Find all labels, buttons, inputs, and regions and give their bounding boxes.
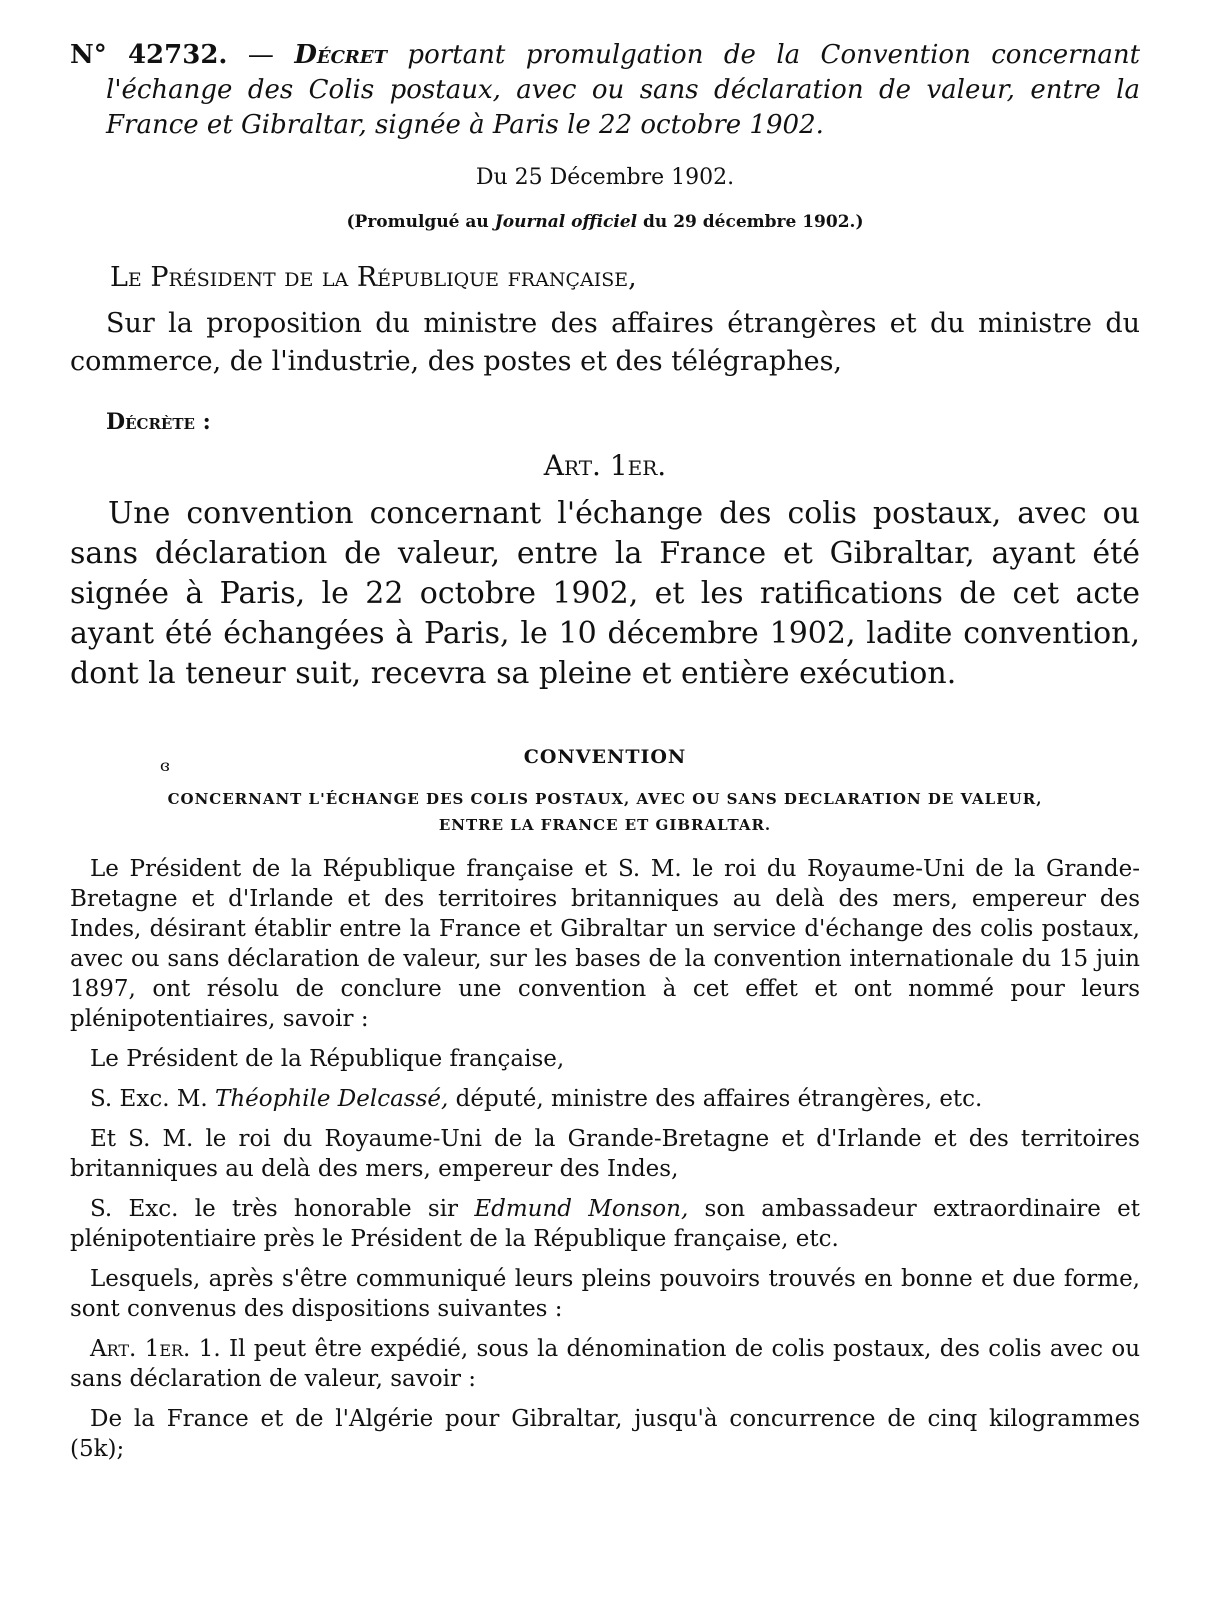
plenipotentiary-delcasse: [70, 1084, 1140, 1114]
plenipotentiary-monson: [70, 1194, 1140, 1254]
proposition-paragraph: Sur la proposition du ministre des affaires étrangères et du ministre du commerce, de l'industrie, des postes et des télégraphes,: [70, 308, 1140, 377]
convention-subtitle: [70, 786, 1140, 838]
decrete-heading: Décrète :: [106, 409, 211, 435]
decree-number: N° 42732.: [70, 40, 228, 70]
convention-article-1: [70, 1334, 1140, 1394]
decree-title: portant promulgation de la Convention concernant l'échange des Colis postaux, avec ou sans déclaration de valeur, entre la France et Gibraltar, signée à Paris le 22 octobre 1902.: [106, 40, 1141, 140]
document-page: [70, 38, 1140, 1464]
promulgation-note: [70, 212, 1140, 232]
convention-article-1-label: Art. 1er.: [90, 1336, 191, 1362]
journal-officiel: Journal officiel: [494, 212, 638, 232]
delcasse-name: Théophile Delcassé,: [215, 1086, 449, 1112]
plenipotentiary-france-heading: Le Président de la République française,: [90, 1046, 565, 1072]
plenipotentiary-uk-heading: Et S. M. le roi du Royaume-Uni de la Grande-Bretagne et d'Irlande et des territoires britanniques au delà des mers, empereur des Indes,: [70, 1126, 1140, 1182]
monson-prefix: S. Exc. le très honorable sir: [90, 1196, 459, 1222]
convention-title: CONVENTION: [523, 746, 687, 768]
lesquels-paragraph: Lesquels, après s'être communiqué leurs pleins pouvoirs trouvés en bonne et due forme, sont convenus des dispositions suivantes :: [70, 1266, 1140, 1322]
article-1-title: Art. 1er.: [543, 449, 667, 482]
president-heading: Le Président de la République française,: [110, 262, 637, 293]
monson-name: Edmund Monson,: [474, 1196, 689, 1222]
convention-article-1-text: 1. Il peut être expédié, sous la dénomination de colis postaux, des colis avec ou sans déclaration de valeur, savoir :: [70, 1336, 1141, 1392]
ink-mark: ɞ: [160, 756, 170, 775]
header-dash: —: [247, 40, 274, 70]
article-1-body: Une convention concernant l'échange des colis postaux, avec ou sans déclaration de valeur, entre la France et Gibraltar, ayant été signée à Paris, le 22 octobre 1902, et les ratifications de cet acte ayant été échangées à Paris, le 10 décembre 1902, ladite convention, dont la teneur suit, recevra sa pleine et entière exécution.: [70, 496, 1140, 691]
convention-subtitle-line-1: CONCERNANT L'ÉCHANGE DES COLIS POSTAUX, AVEC OU SANS DECLARATION DE VALEUR,: [167, 790, 1043, 808]
decree-word: Décret: [294, 40, 387, 70]
promulgation-close: du 29 décembre 1902.): [643, 212, 864, 232]
convention-subtitle-line-2: ENTRE LA FRANCE ET GIBRALTAR.: [438, 816, 772, 834]
delcasse-title: député, ministre des affaires étrangères, etc.: [455, 1086, 983, 1112]
monson-title: son ambassadeur extraordinaire et plénipotentiaire près le Président de la République française, etc.: [70, 1196, 1141, 1252]
promulgation-open: (Promulgué au: [346, 212, 489, 232]
convention-preamble: Le Président de la République française et S. M. le roi du Royaume-Uni de la Grande-Bretagne et d'Irlande et des territoires britanniques au delà des mers, empereur des Indes, désirant établir entre la France et Gibraltar un service d'échange des colis postaux, avec ou sans déclaration de valeur, sur les bases de la convention internationale du 15 juin 1897, ont résolu de conclure une convention à cet effet et ont nommé pour leurs plénipotentiaires, savoir :: [70, 856, 1140, 1032]
decree-date: Du 25 Décembre 1902.: [475, 165, 735, 190]
decree-header: [70, 38, 1140, 143]
delcasse-prefix: S. Exc. M.: [90, 1086, 208, 1112]
france-algerie-clause: De la France et de l'Algérie pour Gibraltar, jusqu'à concurrence de cinq kilogrammes (5k);: [70, 1406, 1140, 1462]
